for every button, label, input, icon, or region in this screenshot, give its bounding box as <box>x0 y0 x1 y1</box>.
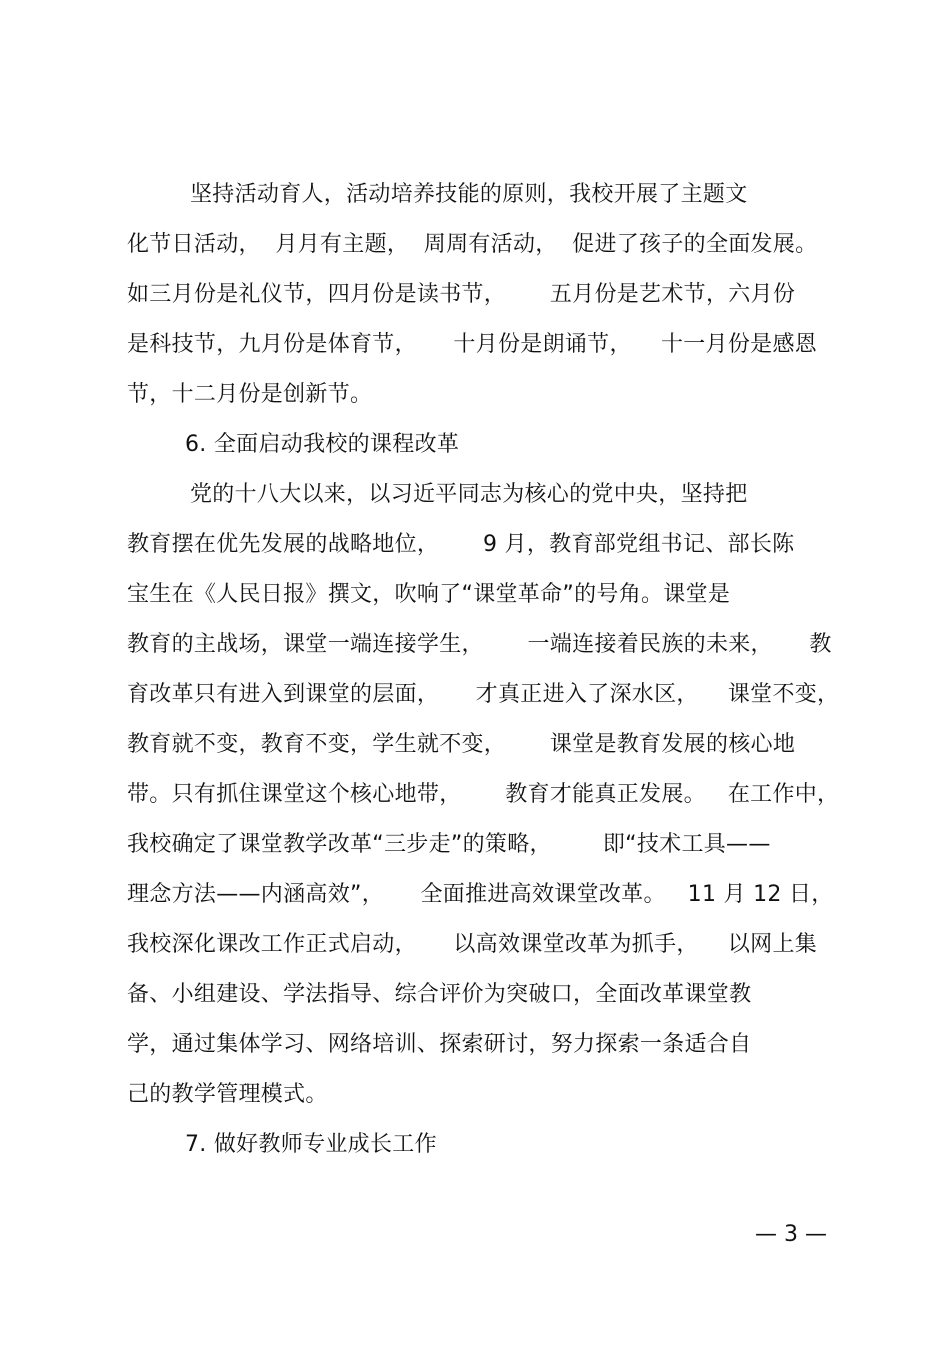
section-heading-7: 7. 做好教师专业成长工作 <box>185 1132 437 1157</box>
paragraph2-line-13: 己的教学管理模式。 <box>127 1082 328 1107</box>
paragraph1-line-2: 化节日活动， 月月有主题， 周周有活动， 促进了孩子的全面发展。 <box>127 232 818 257</box>
paragraph2-line-2: 教育摆在优先发展的战略地位， 9 月，教育部党组书记、部长陈 <box>127 532 795 557</box>
paragraph1-line-1: 坚持活动育人，活动培养技能的原则，我校开展了主题文 <box>190 182 748 207</box>
paragraph1-line-3: 如三月份是礼仪节，四月份是读书节， 五月份是艺术节，六月份 <box>127 282 796 307</box>
page-number: — 3 — <box>755 1222 827 1247</box>
paragraph2-line-10: 我校深化课改工作正式启动， 以高效课堂改革为抓手， 以网上集 <box>127 932 818 957</box>
paragraph2-line-11: 备、小组建设、学法指导、综合评价为突破口，全面改革课堂教 <box>127 982 752 1007</box>
paragraph2-line-12: 学，通过集体学习、网络培训、探索研讨，努力探索一条适合自 <box>127 1032 752 1057</box>
paragraph2-line-6: 教育就不变，教育不变，学生就不变， 课堂是教育发展的核心地 <box>127 732 796 757</box>
paragraph2-line-1: 党的十八大以来，以习近平同志为核心的党中央，坚持把 <box>190 482 748 507</box>
paragraph2-line-9: 理念方法——内涵高效”， 全面推进高效课堂改革。 11 月 12 日， <box>127 882 834 907</box>
paragraph2-line-3: 宝生在《人民日报》撰文，吹响了“课堂革命”的号角。课堂是 <box>127 582 731 607</box>
paragraph2-line-7: 带。只有抓住课堂这个核心地带， 教育才能真正发展。 在工作中， <box>127 782 840 807</box>
paragraph2-line-5: 育改革只有进入到课堂的层面， 才真正进入了深水区， 课堂不变， <box>127 682 840 707</box>
paragraph1-line-5: 节，十二月份是创新节。 <box>127 382 373 407</box>
paragraph1-line-4: 是科技节，九月份是体育节， 十月份是朗诵节， 十一月份是感恩 <box>127 332 818 357</box>
paragraph2-line-8: 我校确定了课堂教学改革“三步走”的策略， 即“技术工具—— <box>127 832 771 857</box>
paragraph2-line-4: 教育的主战场，课堂一端连接学生， 一端连接着民族的未来， 教 <box>127 632 832 657</box>
section-heading-6: 6. 全面启动我校的课程改革 <box>185 432 460 457</box>
